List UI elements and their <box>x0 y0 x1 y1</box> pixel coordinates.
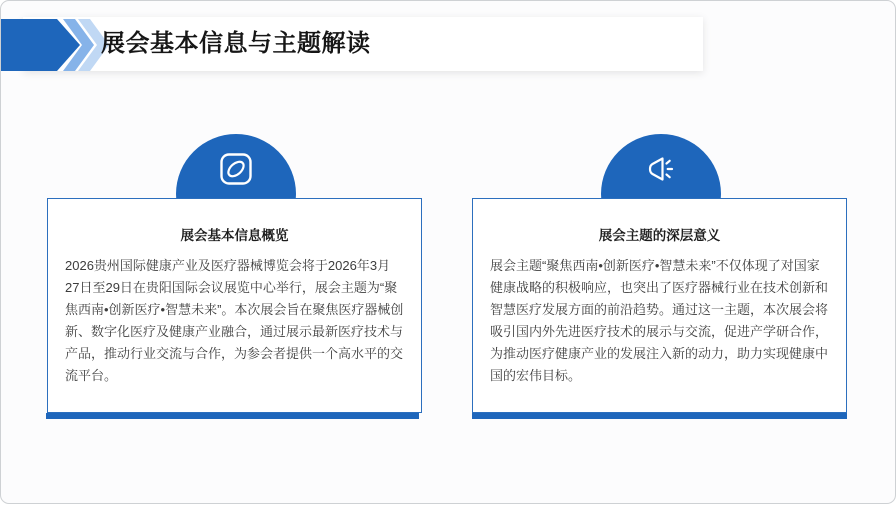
card-title: 展会主题的深层意义 <box>598 228 721 243</box>
page-title: 展会基本信息与主题解读 <box>101 30 371 57</box>
pen-icon <box>217 150 255 188</box>
card-theme-meaning <box>472 198 847 413</box>
card-title: 展会基本信息概览 <box>180 228 289 243</box>
right-card-accent-bar <box>472 413 847 419</box>
card-exhibition-info <box>47 198 422 413</box>
left-card-accent-bar <box>46 413 419 419</box>
speaker-icon <box>641 150 679 188</box>
card-body-text: 展会主题“聚焦西南•创新医疗•智慧未来”不仅体现了对国家健康战略的积极响应，也突出了医疗器械行业在技术创新和智慧医疗发展方面的前沿趋势。通过这一主题，本次展会将吸引国内外先进医疗技术的展示与交流，促进产学研合作，为推动医疗健康产业的发展注入新的动力，助力实现健康中国的宏伟目标。 <box>490 258 829 383</box>
card-body-text: 2026贵州国际健康产业及医疗器械博览会将于2026年3月27日至29日在贵阳国际会议展览中心举行，展会主题为“聚焦西南•创新医疗•智慧未来”。本次展会旨在聚焦医疗器械创新、数字化医疗及健康产业融合，通过展示最新医疗技术与产品，推动行业交流与合作，为参会者提供一个高水平的交流平台。 <box>65 258 404 383</box>
